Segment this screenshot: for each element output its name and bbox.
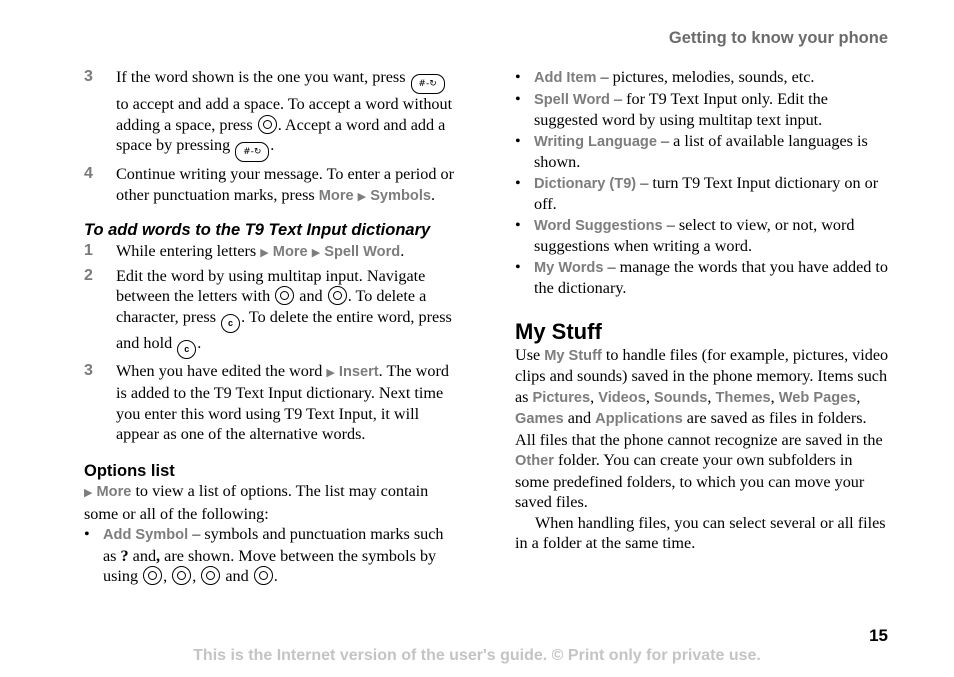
my-stuff-paragraph-2: When handling files, you can select several or all files in a folder at the same time.	[515, 513, 886, 552]
page-number: 15	[869, 626, 888, 645]
hash-key-icon: #-↻	[411, 74, 445, 94]
menu-more: More	[318, 187, 354, 204]
bullet-item: • Word Suggestions – select to view, or not, word suggestions when writing a word.	[515, 215, 890, 257]
step-number: 3	[84, 68, 93, 85]
menu-add-symbol: Add Symbol	[103, 527, 189, 543]
nav-right-icon	[328, 286, 347, 305]
step-3-accept-word: 3 If the word shown is the one you want, press #-↻ to accept and add a space. To accept a word without adding a space, press . Accept a word and add a space by pressing #-↻ .	[84, 67, 459, 162]
bullet-item: • Spell Word – for T9 Text Input only. Edit the suggested word by using multitap text input.	[515, 89, 890, 131]
step-1-spell-word: 1 While entering letters ▶ More ▶ Spell Word.	[84, 242, 405, 260]
step-number: 2	[84, 266, 93, 284]
menu-symbols: Symbols	[370, 187, 432, 204]
bullet-item: • My Words – manage the words that you have added to the dictionary.	[515, 257, 890, 299]
options-intro: ▶ More to view a list of options. The list may contain some or all of the following:	[84, 482, 429, 523]
hash-key-icon: #-↻	[235, 142, 269, 162]
step-3-insert: 3 When you have edited the word ▶ Insert. The word is added to the T9 Text Input dictionary. Next time you enter this word using T9 Text Input, it will appear as one of the alternative words.	[84, 361, 449, 443]
arrow-right-icon: ▶	[84, 487, 93, 499]
arrow-right-icon: ▶	[260, 247, 269, 259]
nav-key-icon	[258, 115, 277, 134]
left-column	[84, 67, 459, 587]
running-header: Getting to know your phone	[668, 29, 888, 47]
nav-left-icon	[254, 566, 273, 585]
options-bullets	[515, 67, 890, 299]
arrow-right-icon: ▶	[357, 190, 367, 203]
nav-down-icon	[172, 566, 191, 585]
bullet-item: • Add Item – pictures, melodies, sounds, etc.	[515, 67, 890, 89]
heading-my-stuff: My Stuff	[515, 318, 602, 344]
nav-right-icon	[201, 566, 220, 585]
clear-key-icon: c	[221, 314, 240, 333]
bullet-add-symbol: • Add Symbol – symbols and punctuation marks such as ? and, are shown. Move between the symbols by using , , and .	[84, 524, 459, 587]
menu-spell-word: Spell Word	[324, 244, 401, 260]
bullet-item: • Writing Language – a list of available languages is shown.	[515, 131, 890, 173]
menu-insert: Insert	[338, 363, 379, 380]
menu-more: More	[96, 484, 132, 500]
step-2-edit-word: 2 Edit the word by using multitap input. Navigate between the letters with and . To delete a character, press c . To delete the entire word, press and hold c .	[84, 266, 459, 359]
my-stuff-paragraph: Use My Stuff to handle files (for example, pictures, video clips and sounds) saved in the phone memory. Items such as Pictures, Videos, Sounds, Themes, Web Pages, Games and Applications are saved as files in folders. All files that the phone cannot recognize are saved in the Other folder. You can create your own subfolders in some predefined folders, to which you can move your saved files.	[515, 345, 889, 511]
right-column	[515, 67, 890, 554]
nav-left-icon	[275, 286, 294, 305]
step-number: 1	[84, 242, 93, 259]
step-number: 4	[84, 165, 93, 182]
nav-up-icon	[143, 566, 162, 585]
bullet-item: • Dictionary (T9) – turn T9 Text Input dictionary on or off.	[515, 173, 890, 215]
clear-key-icon: c	[177, 340, 196, 359]
menu-more: More	[272, 244, 308, 260]
arrow-right-icon: ▶	[326, 366, 335, 379]
heading-add-words: To add words to the T9 Text Input dictionary	[84, 221, 431, 239]
heading-options-list: Options list	[84, 461, 175, 480]
footer-notice: This is the Internet version of the user's guide. © Print only for private use.	[193, 647, 761, 664]
step-number: 3	[84, 361, 93, 379]
step-4-punctuation: 4 Continue writing your message. To enter a period or other punctuation marks, press More ▶ Symbols.	[84, 165, 454, 204]
arrow-right-icon: ▶	[311, 247, 321, 259]
